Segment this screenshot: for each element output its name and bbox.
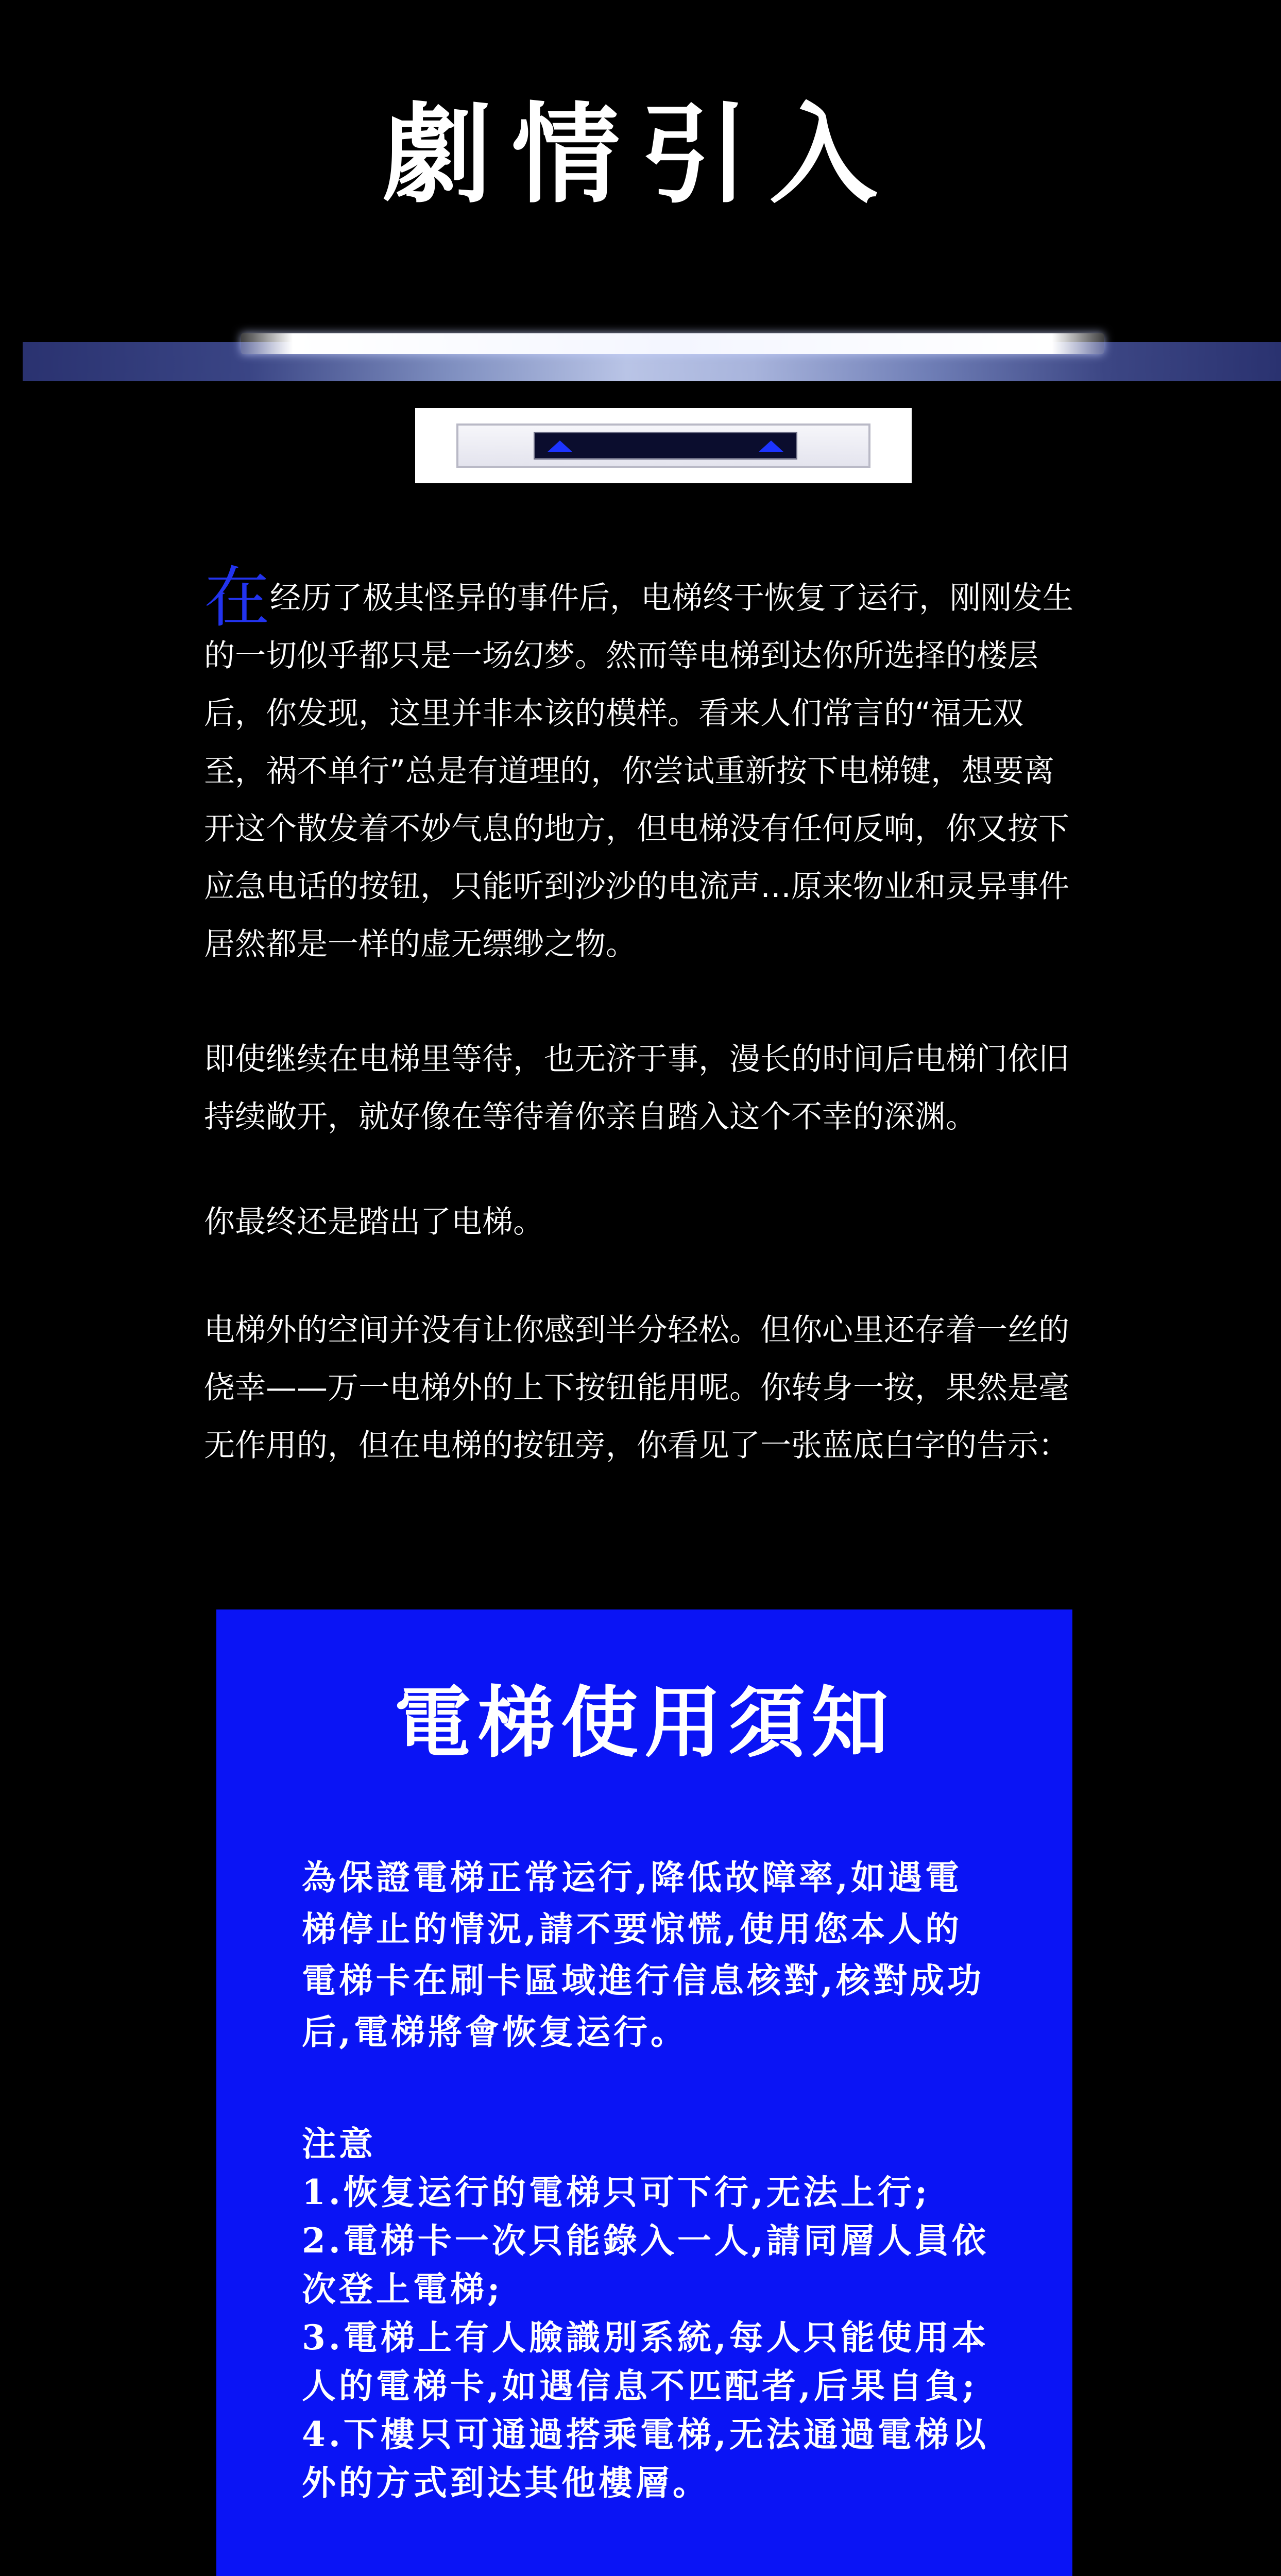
notice-note-item: 1.恢复运行的電梯只可下行,无法上行;	[302, 2172, 931, 2212]
story-paragraph-2: 即使继续在电梯里等待，也无济于事，漫长的时间后电梯门依旧持续敞开，就好像在等待着你亲自踏入这个不幸的深渊。	[204, 1041, 1069, 1135]
notice-note-item: 2.電梯卡一次只能錄入一人,請同層人員依次登上電梯;	[302, 2221, 989, 2309]
elevator-notice-board	[216, 1609, 1072, 2576]
story-paragraph-3: 你最终还是踏出了电梯。	[204, 1204, 544, 1240]
up-arrow-icon	[548, 440, 572, 452]
notice-note-heading: 注意	[302, 2124, 376, 2164]
decorative-light-bar	[241, 333, 1104, 354]
story-paragraph-1-text: 经历了极其怪异的事件后，电梯终于恢复了运行，刚刚发生的一切似乎都只是一场幻梦。然而等电梯到达你所选择的楼层后，你发现，这里并非本该的模样。看来人们常言的“福无双至，祸不单行”总是有道理的，你尝试重新按下电梯键，想要离开这个散发着不妙气息的地方，但电梯没有任何反响，你又按下应急电话的按钮，只能听到沙沙的电流声…原来物业和灵异事件居然都是一样的虚无缥缈之物。	[204, 580, 1074, 962]
up-arrow-icon	[759, 440, 783, 452]
notice-note-item: 4.下樓只可通過搭乘電梯,无法通過電梯以外的方式到达其他樓層。	[302, 2414, 989, 2503]
notice-body: 為保證電梯正常运行,降低故障率,如遇電梯停止的情況,請不要惊慌,使用您本人的電梯卡在刷卡區域進行信息核對,核對成功后,電梯將會恢复运行。	[302, 1857, 984, 2052]
story-paragraph-1	[204, 560, 1080, 973]
notice-note-item: 3.電梯上有人臉識別系統,每人只能使用本人的電梯卡,如遇信息不匹配者,后果自負;	[302, 2317, 989, 2406]
story-paragraph-4: 电梯外的空间并没有让你感到半分轻松。但你心里还存着一丝的侥幸——万一电梯外的上下按钮能用呢。你转身一按，果然是毫无作用的，但在电梯的按钮旁，你看见了一张蓝底白字的告示：	[204, 1312, 1069, 1464]
notice-title: 電梯使用須知	[394, 1677, 895, 1768]
drop-cap: 在	[204, 560, 270, 636]
elevator-panel-frame	[456, 423, 870, 468]
notice-notes	[302, 2120, 992, 2507]
elevator-panel-graphic	[415, 408, 912, 483]
page-title: 劇情引入	[383, 91, 898, 218]
elevator-floor-display	[534, 432, 797, 460]
